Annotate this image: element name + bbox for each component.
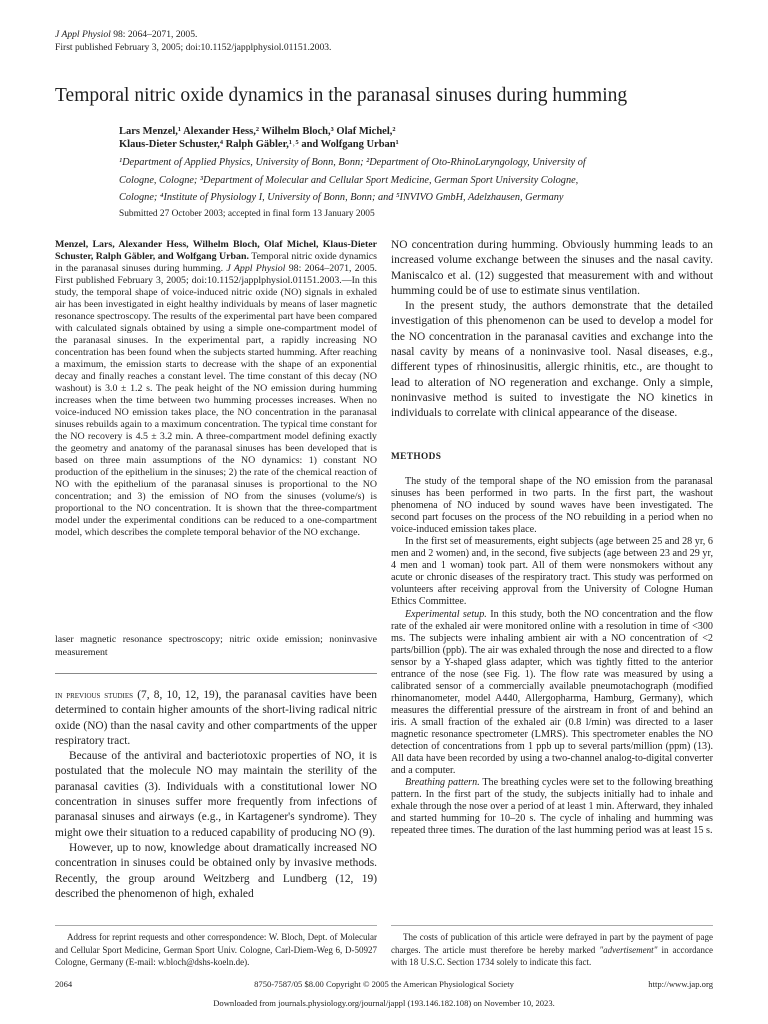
page-number: 2064 [55,979,73,989]
footnote-divider [391,925,713,926]
footnote-divider [55,925,377,926]
methods-paragraph: In the first set of measurements, eight subjects (age between 25 and 28 yr, 6 men and 2 women) and, in the second, five subjects (age between 23 and 29 yr, 4 men and 1 woman) took part. All of them were nonsmokers without any acute or chronic diseases of the respiratory tract. This study was performed on volunteers after receiving approval from the University of Cologne Human Ethics Committee. [391,536,713,608]
first-published: First published February 3, 2005; doi:10.1152/japplphysiol.01151.2003. [55,41,332,53]
correspondence-footnote: Address for reprint requests and other correspondence: W. Bloch, Dept. of Molecular and Cellular Sport Medicine, German Sport Univ. Cologne, Carl-Diem-Weg 6, D-50927 Cologne, Germany (E-mail: w.bloch@dshs-koeln.de). [55,932,377,967]
authors-line-1: Lars Menzel,¹ Alexander Hess,² Wilhelm Bloch,³ Olaf Michel,² [119,126,396,137]
copyright-line: 8750-7587/05 $8.00 Copyright © 2005 the American Physiological Society [254,979,514,989]
abstract-journal: J Appl Physiol [226,263,286,274]
methods-section [391,476,713,837]
affiliation-line: Cologne; ⁴Institute of Physiology I, University of Bonn, Bonn; and ⁵INVIVO GmbH, Adelzhausen, Germany [119,192,564,203]
divider [55,673,377,674]
abstract-title: Temporal nitric oxide dynamics in the paranasal sinuses during humming. [55,251,378,274]
methods-paragraph: Experimental setup. In this study, both the NO concentration and the flow rate of the exhaled air were monitored online with a resolution in time of <300 ms. The subjects were inhaling ambient air with a NO concentration of <2 parts/billion (ppb). The air was exhaled through the nose and directed to a flow sensor by a Y-shaped glass adapter, which was tightly fitted to the anterior entrance of the nose (see Fig. 1). The flow rate was measured by using a calibrated sensor of a commercially available pneumotachograph (modified rhinomanometer, model A440, Allergopharma, Hamburg, Germany), which measures the differential pressure of the airstream in front of and behind an iris. A small fraction of the exhaled air (0.8 l/min) was directed to a laser magnetic resonance spectrometer (LMRS). This spectrometer enables the NO detection of concentrations from 1 ppb up to several parts/million (ppm) (13). All data have been recorded by using a two-channel analog-to-digital converter and a computer. [391,608,713,777]
intro-paragraph: However, up to now, knowledge about dramatically increased NO concentration in sinuses could be obtained only by invasive methods. Recently, the group around Weitzberg and Lundberg (12, 19) described the phenomenon of high, exhaled [55,841,377,900]
subsection-heading: Experimental setup. [405,608,487,620]
subsection-heading: Breathing pattern. [405,777,480,789]
methods-paragraph: Breathing pattern. The breathing cycles were set to the following breathing pattern. In the first part of the study, the subjects initially had to inhale and exhale through the nose over a period of at least 1 min. Afterward, they inhaled and started humming for 10–20 s. The cycle of inhaling and humming was repeated three times. The duration of the last humming period was at least 15 s. [391,777,713,837]
abstract-body: 98: 2064–2071, 2005. First published February 3, 2005; doi:10.1152/japplphysiol.01151.2003.—In this study, the temporal shape of voice-induced nitric oxide (NO) signals in exhaled air has been investigated in eight healthy individuals by means of laser magnetic resonance spectroscopy. The results of the experimental part have been compared with calculated signals obtained by using a simple one-compartment model of the paranasal sinuses. In the experimental part, a rapidly increasing NO concentration has been found when the subjects started humming. After reaching a maximum, the emission starts to decrease with the shape of an exponential decay and finally reaches a constant level. The time constant of this decay (NO washout) is 3.0 ± 1.2 s. The peak height of the NO emission during humming increases when the time between two humming processes increases. When no voice-induced NO emission takes place, the NO concentration in the paranasal sinuses rebuilds again to a maximum concentration. The typical time constant for the NO recovery is 4.5 ± 3.2 min. A three-compartment model defining exactly the geometry and anatomy of the paranasal sinuses has been developed that is based on three main assumptions of the NO dynamics: 1) constant NO production of the epithelium in the sinuses; 2) the rate of the chemical reaction of NO with the epithelium of the paranasal sinuses is proportional to the NO concentration; and 3) the emission of NO from the sinuses (volume/s) is proportional to the NO concentration. It is shown that the three-compartment model under the experimental conditions can be reduced to a one-compartment model, which describes the complete temporal behavior of the NO exchange. [55,263,377,538]
intro-paragraph: NO concentration during humming. Obviously humming leads to an increased volume exchange between the sinuses and the nasal cavity. Maniscalco et al. (12) suggested that measurement with and without humming could be of use to estimate sinus ventilation. [391,239,713,297]
article-title: Temporal nitric oxide dynamics in the paranasal sinuses during humming [55,85,628,106]
intro-paragraph: Because of the antiviral and bacteriotoxic properties of NO, it is postulated that the molecule NO may maintain the sterility of the paranasal cavities (3). Individuals with a constitutional lower NO concentration in sinuses suffer more frequently from infections of paranasal sinuses and airways (e.g., in Kartagener's syndrome). They might owe their situation to a reduced capability of producing NO (9). [55,750,377,839]
author-list [119,125,709,151]
download-notice: Downloaded from journals.physiology.org/journal/jappl (193.146.182.108) on November 10, 2023. [213,998,555,1008]
section-heading-methods: METHODS [391,452,442,462]
intro-paragraph: in previous studies (7, 8, 10, 12, 19), the paranasal cavities have been determined to contain higher amounts of the short-living radical nitric oxide (NO) than the nasal cavity and other compartments of the upper respiratory tract. [55,689,377,747]
keywords: laser magnetic resonance spectroscopy; nitric oxide emission; noninvasive measurement [55,634,377,658]
affiliation-line: Cologne, Cologne; ³Department of Molecular and Cellular Sport Medicine, German Sport University Cologne, [119,174,579,186]
running-header [55,29,331,54]
intro-continued [391,238,713,422]
journal-citation: J Appl Physiol 98: 2064–2071, 2005. [55,29,198,40]
submission-dates: Submitted 27 October 2003; accepted in final form 13 January 2005 [119,209,375,219]
introduction [55,688,377,902]
page-charges-footnote: The costs of publication of this article were defrayed in part by the payment of page charges. The article must therefore be hereby marked "advertisement" in accordance with 18 U.S.C. Section 1734 solely to indicate this fact. [391,932,713,967]
methods-paragraph: The study of the temporal shape of the NO emission from the paranasal sinuses has been performed in two parts. In the first part, the washout phenomena of NO induced by sound waves have been investigated. The second part focuses on the process of the NO rebuilding in a period when no voice-induced emission takes place. [391,476,713,536]
abstract-authors: Menzel, Lars, Alexander Hess, Wilhelm Bloch, Olaf Michel, Klaus-Dieter Schuster, Ralph Gäbler, and Wolfgang Urban. [55,239,377,262]
affiliations [119,154,719,207]
authors-line-2: Klaus-Dieter Schuster,⁴ Ralph Gäbler,¹˒⁵ and Wolfgang Urban¹ [119,139,399,150]
abstract [55,239,377,539]
intro-paragraph: In the present study, the authors demonstrate that the detailed investigation of this phenomenon can be used to develop a model for the NO concentration in the paranasal cavities and exchange into the nasal cavity by means of a noninvasive tool. Nasal diseases, e.g., different types of rhinosinusitis, allergic rhinitis, etc., are thought to lead to alteration of NO regeneration and exchange. Only a simple, noninvasive method is suited to investigate the NO kinetics in individuals to correlate with clinical appearance of the disease. [391,300,713,420]
affiliation-line: ¹Department of Applied Physics, University of Bonn, Bonn; ²Department of Oto-RhinoLaryngology, University of [119,157,586,168]
intro-lead: in previous studies [55,690,134,701]
journal-url[interactable]: http://www.jap.org [648,979,713,989]
